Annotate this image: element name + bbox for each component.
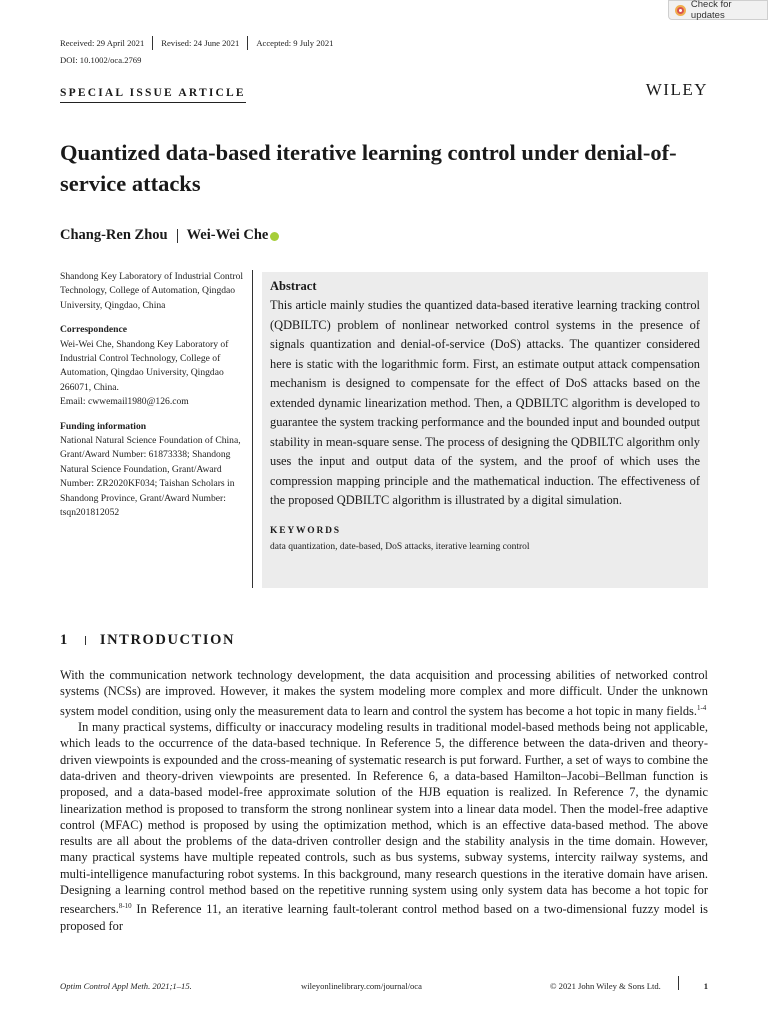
funding-heading: Funding information	[60, 420, 147, 432]
correspondence-email[interactable]: Email: cwwemail1980@126.com	[60, 396, 189, 408]
author-name[interactable]: Wei-Wei Che	[186, 227, 269, 243]
check-for-updates-label: Check for updates	[690, 0, 732, 21]
abstract-text: This article mainly studies the quantized data-based iterative learning tracking control (QDBILTC) problem of nonlinear networked control systems in the presence of signals quantization and denial-of-service (DoS) attacks. The quantizer considered here is static with the logarithmic form. First, an estimate output attack compensation mechanism is designed to compensate for the effect of DoS attacks based on the extended dynamic linearization method. Then, a QDBILTC algorithm is developed to guarantee the system tracking performance and the bounded input and bounded output stability in mean-square sense. The process of designing the QDBILTC algorithm only uses the input and output data of the system, and the proof of which uses the compression mapping principle and the mathematical induction. The effectiveness of the proposed QDBILTC algorithm is illustrated by a digital simulation.	[270, 298, 700, 507]
section-title: INTRODUCTION	[99, 632, 236, 648]
divider	[85, 636, 86, 645]
divider	[247, 36, 248, 50]
section-number: 1	[60, 632, 69, 648]
revised-date: Revised: 24 June 2021	[161, 38, 240, 48]
page-footer	[60, 981, 708, 991]
section-heading	[60, 632, 235, 649]
accepted-date: Accepted: 9 July 2021	[256, 38, 334, 48]
article-dates	[60, 36, 333, 50]
abstract-box	[262, 272, 708, 588]
journal-citation: Optim Control Appl Meth. 2021;1–15.	[60, 981, 192, 991]
orcid-icon[interactable]	[270, 232, 279, 241]
divider	[152, 36, 153, 50]
correspondence-text: Wei-Wei Che, Shandong Key Laboratory of Industrial Control Technology, College of Automation, Qingdao University, Qingdao 266071, China.	[60, 338, 229, 393]
author-name[interactable]: Chang-Ren Zhou	[60, 227, 168, 243]
divider	[177, 229, 178, 243]
author-list	[60, 227, 279, 244]
citation[interactable]: 1-4	[696, 703, 707, 712]
abstract-heading: Abstract	[270, 279, 317, 293]
funding-text: National Natural Science Foundation of China, Grant/Award Number: 61873338; Shandong Natural Science Foundation, Grant/Award Number: ZR2020KF034; Taishan Scholars in Shandong Province, Grant/Award Number: tsqn201812052	[60, 435, 241, 519]
article-type: SPECIAL ISSUE ARTICLE	[60, 87, 246, 103]
paragraph: In many practical systems, difficulty or inaccuracy modeling results in traditional model-based methods being not applicable, which leads to the occurrence of the data-based technique. In Reference 5, the difference between the data-driven and theory-driven viewpoints is expounded and the cross-meaning of systematic research is put forward. Further, a set of ways to combine the data-driven and theory-driven viewpoints are presented. In Reference 6, a data-based Hamilton–Jacobi–Bellman function is proposed, and a data-based model-free approximate solution of the HJB equation is realized. In Reference 7, the dynamic linearization method is proposed to transform the strong nonlinear system into a linear data model. Then the model-free adaptive control (MFAC) method is proposed by using the optimization method, which is an effective data-based method. The above results are all about the problems of the data-driven controller design and the stability analysis in the time domain. However, many practical systems have multiple repeated controls, such as bus systems, subway systems, intercity railway systems, and multi-intelligence manufacturing robot systems. In this background, many research questions in the iterative domain have arisen. Designing a learning control method based on the repetitive running system using only system data has become a hot topic for researchers.$^{8-10}$ In Reference 11, an iterative learning fault-tolerant control method based on a two-dimensional fuzzy model is proposed for	[60, 720, 708, 933]
check-for-updates-button[interactable]	[668, 0, 768, 20]
copyright: © 2021 John Wiley & Sons Ltd.	[550, 981, 661, 991]
doi[interactable]: DOI: 10.1002/oca.2769	[60, 55, 142, 65]
author-info-column	[60, 270, 245, 521]
keywords-heading: KEYWORDS	[270, 525, 341, 536]
crossmark-icon	[675, 5, 686, 16]
column-divider	[252, 270, 253, 588]
journal-url[interactable]: wileyonlinelibrary.com/journal/oca	[301, 981, 422, 991]
divider	[678, 976, 679, 990]
received-date: Received: 29 April 2021	[60, 38, 145, 48]
page-number: 1	[703, 981, 708, 991]
affiliation: Shandong Key Laboratory of Industrial Control Technology, College of Automation, Qingdao University, Qingdao, China	[60, 271, 244, 311]
publisher-logo: WILEY	[645, 80, 708, 99]
article-title: Quantized data-based iterative learning control under denial-of-service attacks	[60, 140, 677, 196]
citation[interactable]: 8-10	[118, 902, 132, 911]
paragraph: With the communication network technology development, the data acquisition and processing abilities of networked control systems (NCSs) are improved. However, it makes the system modeling more complex and more difficult. Under the unknown system model condition, using only the measurement data to learn and control the system has become a hot topic in many fields.$^{1-4}$	[60, 668, 708, 718]
correspondence-heading: Correspondence	[60, 324, 127, 336]
body-text	[60, 667, 708, 934]
keywords-text: data quantization, date-based, DoS attacks, iterative learning control	[270, 541, 530, 552]
